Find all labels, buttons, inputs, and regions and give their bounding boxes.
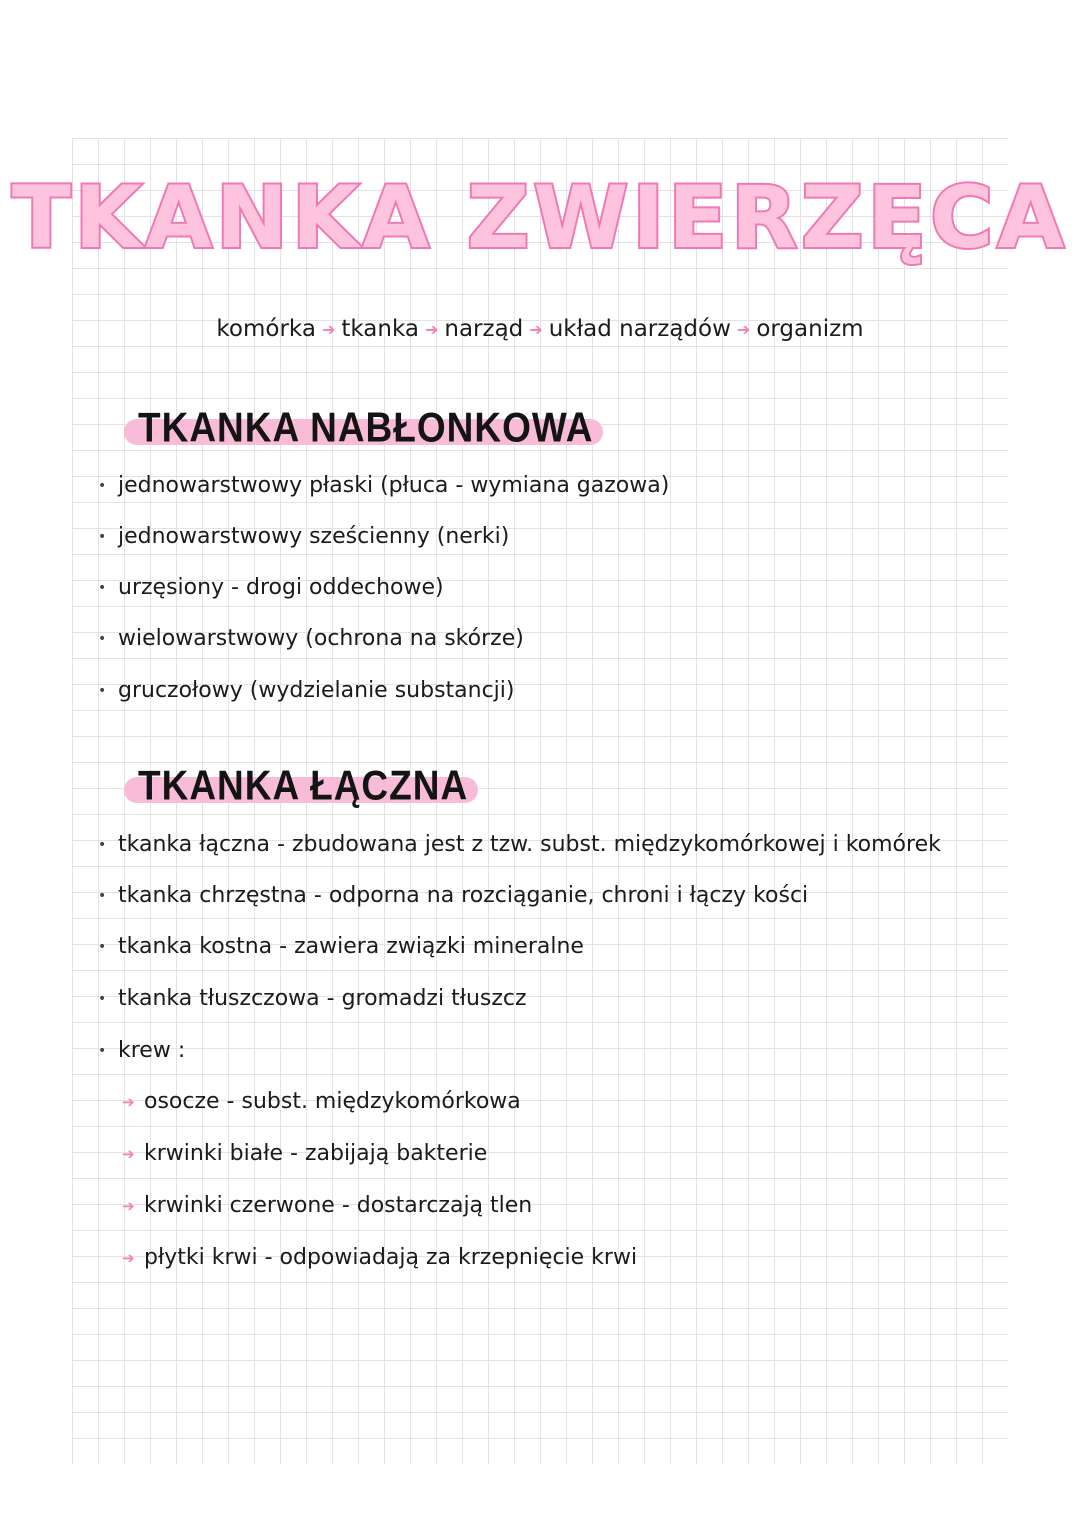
list-item-text: jednowarstwowy sześcienny (nerki): [118, 524, 510, 549]
list-item: [98, 986, 527, 1011]
list-item: [98, 1038, 185, 1063]
hierarchy-step-cell: komórka: [216, 316, 316, 342]
page-title: TKANKA ZWIERZĘCA: [12, 168, 1068, 268]
bullet-dot-icon: •: [98, 478, 107, 494]
hierarchy-step-tissue: tkanka: [341, 316, 419, 342]
bullet-dot-icon: •: [98, 580, 107, 596]
bullet-dot-icon: •: [98, 939, 107, 955]
list-item: [98, 524, 509, 549]
organization-hierarchy: [0, 316, 1080, 342]
list-item-text: jednowarstwowy płaski (płuca - wymiana gazowa): [118, 473, 670, 498]
sub-list-item: [122, 1141, 487, 1166]
bullet-dot-icon: •: [98, 683, 107, 699]
sub-list-item: [122, 1089, 521, 1114]
right-arrow-icon: ➔: [424, 320, 439, 339]
list-item-text: tkanka tłuszczowa - gromadzi tłuszcz: [118, 986, 527, 1011]
hierarchy-step-organ: narząd: [444, 316, 524, 342]
sub-list-item-text: płytki krwi - odpowiadają za krzepnięcie krwi: [144, 1245, 638, 1270]
list-item-text: tkanka łączna - zbudowana jest z tzw. subst. międzykomórkowej i komórek: [118, 832, 941, 857]
bullet-dot-icon: •: [98, 529, 107, 545]
sub-list-item-text: krwinki czerwone - dostarczają tlen: [144, 1193, 533, 1218]
section-heading-nablonkowa: [124, 406, 593, 450]
list-item: [98, 473, 669, 498]
list-item-text: krew :: [118, 1038, 186, 1063]
list-item: [98, 832, 941, 857]
list-item-text: tkanka kostna - zawiera związki mineralne: [118, 934, 584, 959]
right-arrow-icon: ➔: [122, 1145, 135, 1163]
list-item-text: urzęsiony - drogi oddechowe): [118, 575, 444, 600]
bullet-dot-icon: •: [98, 631, 107, 647]
list-item: [98, 934, 584, 959]
list-item-text: gruczołowy (wydzielanie substancji): [118, 678, 515, 703]
right-arrow-icon: ➔: [122, 1093, 135, 1111]
section-heading-text: TKANKA NABŁONKOWA: [138, 404, 594, 451]
list-item: [98, 626, 524, 651]
right-arrow-icon: ➔: [122, 1249, 135, 1267]
right-arrow-icon: ➔: [529, 320, 543, 339]
sub-list-item-text: osocze - subst. międzykomórkowa: [144, 1089, 521, 1114]
right-arrow-icon: ➔: [736, 320, 751, 339]
list-item: [98, 575, 444, 600]
list-item: [98, 678, 515, 703]
bullet-dot-icon: •: [98, 1043, 107, 1059]
sub-list-item: [122, 1245, 637, 1270]
list-item: [98, 883, 808, 908]
list-item-text: tkanka chrzęstna - odporna na rozciąganie, chroni i łączy kości: [118, 883, 809, 908]
bullet-dot-icon: •: [98, 888, 107, 904]
bullet-dot-icon: •: [98, 991, 107, 1007]
right-arrow-icon: ➔: [321, 320, 336, 339]
hierarchy-step-organism: organizm: [756, 316, 864, 342]
sub-list-item: [122, 1193, 532, 1218]
list-item-text: wielowarstwowy (ochrona na skórze): [118, 626, 524, 651]
section-heading-laczna: [124, 764, 468, 808]
hierarchy-step-organ-system: układ narządów: [548, 316, 731, 342]
sub-list-item-text: krwinki białe - zabijają bakterie: [144, 1141, 488, 1166]
section-heading-text: TKANKA ŁĄCZNA: [138, 762, 469, 809]
bullet-dot-icon: •: [98, 837, 107, 853]
right-arrow-icon: ➔: [122, 1197, 135, 1215]
